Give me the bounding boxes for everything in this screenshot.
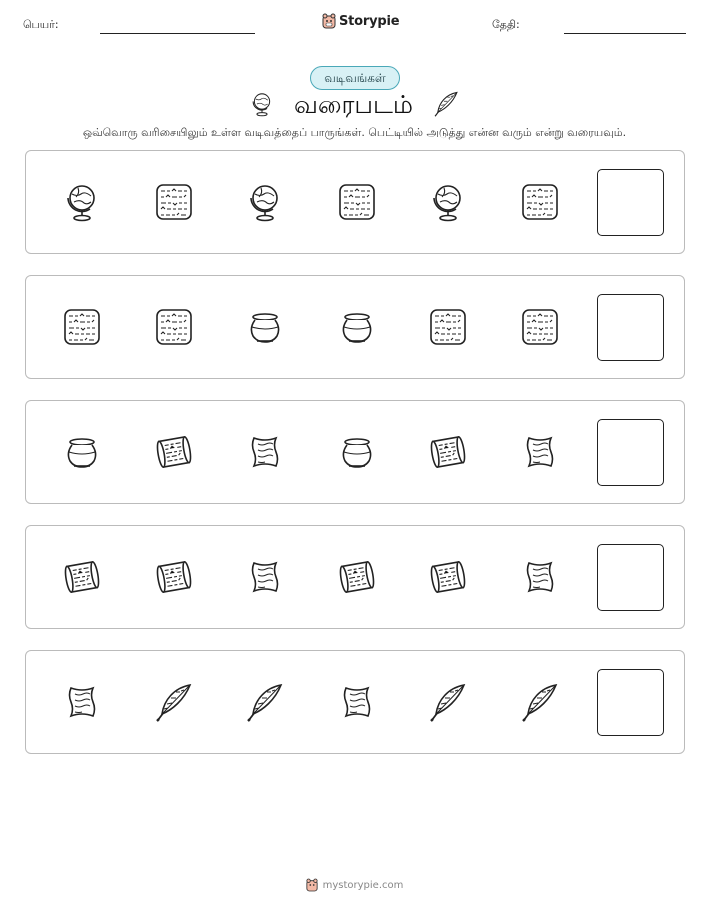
scroll-icon: [151, 554, 197, 600]
pattern-row-4: [25, 525, 685, 629]
quill-icon: [425, 679, 471, 725]
quill-icon: [242, 679, 288, 725]
parchment-icon: [242, 554, 288, 600]
parchment-icon: [334, 679, 380, 725]
answer-box[interactable]: [597, 169, 664, 236]
page-title: வரைபடம்: [293, 89, 414, 119]
scroll-icon: [334, 554, 380, 600]
answer-box[interactable]: [597, 544, 664, 611]
name-field[interactable]: [100, 33, 255, 34]
category-tag: வடிவங்கள்: [310, 66, 400, 90]
answer-box[interactable]: [597, 669, 664, 736]
tablet-icon: [517, 304, 563, 350]
pattern-row-1: [25, 150, 685, 254]
tablet-icon: [334, 179, 380, 225]
scroll-icon: [425, 429, 471, 475]
parchment-icon: [242, 429, 288, 475]
pot-icon: [59, 429, 105, 475]
tablet-icon: [59, 304, 105, 350]
tablet-icon: [425, 304, 471, 350]
quill-icon: [431, 87, 461, 125]
globe-icon: [242, 179, 288, 225]
quill-icon: [151, 679, 197, 725]
title-row: [0, 88, 709, 124]
storypie-mascot-icon: [322, 13, 336, 29]
footer-site: mystorypie.com: [322, 879, 404, 891]
pattern-row-2: [25, 275, 685, 379]
tablet-icon: [151, 304, 197, 350]
name-label: பெயர்:: [23, 18, 59, 31]
instructions: ஒவ்வொரு வரிசையிலும் உள்ள வடிவத்தைப் பாருங்கள். பெட்டியில் அடுத்து என்ன வரும் என்று வரையவும்.: [82, 126, 627, 139]
storypie-logo: [322, 13, 399, 29]
footer: [0, 878, 709, 892]
pot-icon: [334, 429, 380, 475]
parchment-icon: [517, 429, 563, 475]
parchment-icon: [517, 554, 563, 600]
scroll-icon: [151, 429, 197, 475]
globe-icon: [59, 179, 105, 225]
quill-icon: [517, 679, 563, 725]
globe-icon: [425, 179, 471, 225]
scroll-icon: [425, 554, 471, 600]
worksheet-header: [0, 0, 709, 50]
tablet-icon: [151, 179, 197, 225]
brand-name: Storypie: [339, 13, 400, 29]
pot-icon: [334, 304, 380, 350]
tablet-icon: [517, 179, 563, 225]
answer-box[interactable]: [597, 419, 664, 486]
parchment-icon: [59, 679, 105, 725]
date-label: தேதி:: [492, 18, 520, 31]
date-field[interactable]: [564, 33, 686, 34]
pattern-row-3: [25, 400, 685, 504]
globe-icon: [248, 87, 276, 125]
scroll-icon: [59, 554, 105, 600]
storypie-mascot-icon: [306, 878, 318, 892]
answer-box[interactable]: [597, 294, 664, 361]
pot-icon: [242, 304, 288, 350]
pattern-row-5: [25, 650, 685, 754]
